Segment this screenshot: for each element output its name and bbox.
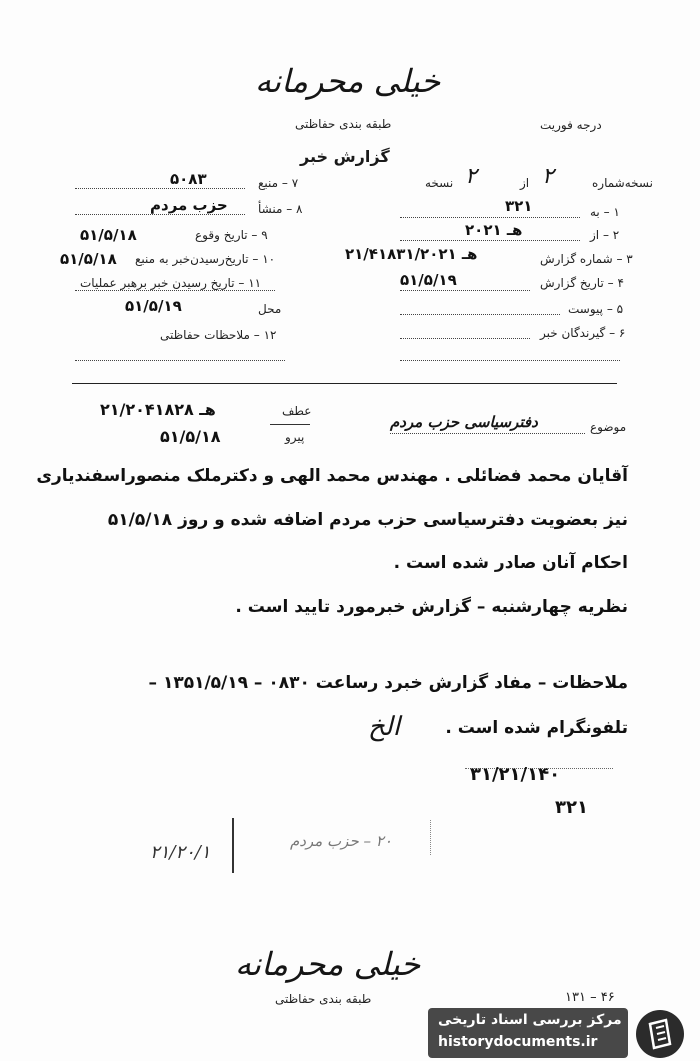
body-line-2: نیز بعضویت دفترسیاسی حزب مردم اضافه شده و روز ۵۱/۵/۱۸ (107, 510, 628, 530)
peyro-value: ۵۱/۵/۱۸ (160, 427, 221, 446)
field-value-report-no: ۲۱/۴۱۸۳۱/۲۰هـ ۲۱ (345, 245, 478, 263)
dotted-line (400, 290, 530, 291)
body-line-1: آقایان محمد فضائلی . مهندس محمد الهی و دکترملک منصوراسفندیاری (36, 466, 628, 486)
field-label-location: محل (258, 302, 282, 316)
archive-logo-icon (636, 1010, 684, 1058)
body-line-4: نظریه چهارشنبه – گزارش خبرمورد تایید است . (235, 597, 628, 617)
body-line-3: احکام آنان صادر شده است . (393, 553, 628, 573)
field-label-report-no: ۳ – شماره گزارش (540, 252, 633, 266)
classification-label-top: طبقه بندی حفاظتی (295, 117, 392, 131)
dotted-line (400, 240, 580, 241)
dotted-line (75, 290, 275, 291)
dotted-line (400, 360, 620, 361)
subject-label: موضوع (590, 420, 627, 434)
atf-label: عطف (282, 404, 312, 418)
dotted-line (400, 217, 580, 218)
field-label-attachment: ۵ – پیوست (568, 302, 624, 316)
stamp-number: ۳۱/۲۱/۱۴۰ (470, 764, 561, 785)
dotted-line (400, 314, 560, 315)
priority-label: درجه فوریت (540, 118, 602, 132)
field-label-ops-date: ۱۱ – تاریخ رسیدن خبر برهبر عملیات (80, 276, 262, 290)
field-value-occurrence-date: ۵۱/۵/۱۸ (80, 226, 137, 244)
field-value-source-date: ۵۱/۵/۱۸ (60, 250, 117, 268)
dotted-line (75, 214, 245, 215)
report-title: گزارش خبر (300, 147, 390, 166)
margin-stamp: ۲۱/۲۰/۱ (150, 842, 211, 863)
subject-value: دفترسیاسی حزب مردم (390, 413, 538, 431)
copy-no-value: ۲ (542, 164, 554, 189)
copy-no-label: نسخه‌شماره (592, 176, 653, 190)
field-label-from: ۲ – از (590, 228, 620, 242)
remarks-line-1: ملاحظات – مفاد گزارش خبرد رساعت ۰۸۳۰ – ۱۳۵۱/۵/۱۹ – (148, 673, 628, 693)
classification-handwritten-bottom: خیلی محرمانه (235, 945, 421, 983)
field-label-occurrence-date: ۹ – تاریخ وقوع (195, 228, 268, 242)
remarks-line-2: تلفونگرام شده است . (445, 718, 628, 738)
classification-handwritten-top: خیلی محرمانه (255, 62, 441, 100)
field-label-security-remarks: ۱۲ – ملاحظات حفاظتی (160, 328, 277, 342)
divider (72, 383, 617, 384)
dotted-line (400, 338, 530, 339)
field-value-origin: حزب مردم (150, 196, 228, 214)
field-label-source-date: ۱۰ – تاریخ‌رسیدن‌خبر به منبع (135, 252, 276, 266)
field-label-recipients: ۶ – گیرندگان خبر (540, 326, 626, 340)
field-value-from: ۲۰هـ ۲۱ (465, 221, 523, 239)
dotted-line (75, 188, 245, 189)
stamp-code: ۳۲۱ (555, 797, 588, 818)
atf-rule (270, 424, 310, 425)
atf-value: ۲۱/۲۰هـ ۴۱۸۲۸ (100, 400, 216, 419)
dotted-line (390, 433, 585, 434)
field-value-source: ۵۰۸۳ (170, 170, 207, 188)
field-value-report-date: ۵۱/۵/۱۹ (400, 271, 457, 289)
watermark-name: مرکز بررسی اسناد تاریخی (438, 1012, 622, 1028)
watermark-url: historydocuments.ir (438, 1034, 598, 1050)
field-value-location: ۵۱/۵/۱۹ (125, 297, 182, 315)
field-label-origin: ۸ – منشأ (258, 202, 303, 216)
peyro-label: پیرو (285, 430, 305, 444)
field-label-report-date: ۴ – تاریخ گزارش (540, 276, 624, 290)
field-value-to: ۳۲۱ (505, 197, 533, 215)
initials-signature: الخ (368, 712, 400, 742)
copy-from-label: از (520, 176, 530, 190)
copy-suffix-label: نسخه (425, 176, 454, 190)
stamp-mark (430, 820, 434, 855)
copy-total-value: ۲ (465, 164, 477, 189)
field-label-to: ۱ – به (590, 205, 620, 219)
field-label-source: ۷ – منبع (258, 176, 299, 190)
dotted-line (75, 360, 285, 361)
classification-label-bottom: طبقه بندی حفاظتی (275, 992, 372, 1006)
margin-bracket (232, 818, 246, 873)
middle-stamp: ۲۰ – حزب مردم (290, 832, 392, 850)
page-code: ۱۳۱ – ۴۶ (565, 990, 615, 1005)
